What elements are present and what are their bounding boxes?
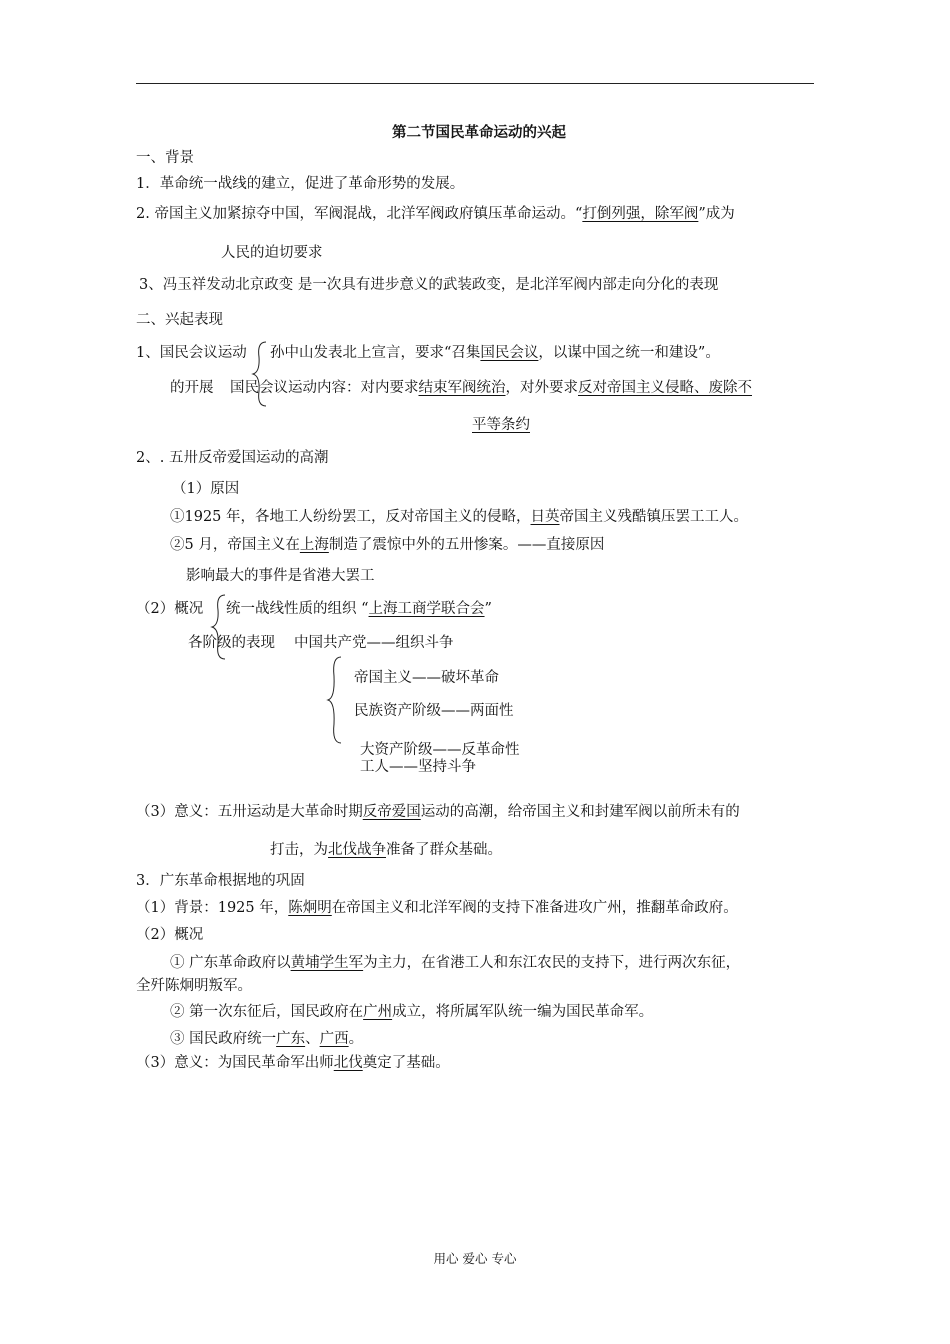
text-segment: ② 第一次东征后，国民政府在 (170, 1004, 364, 1020)
underlined-term: 黄埔学生军 (290, 955, 364, 971)
brace-icon (327, 656, 343, 744)
guangdong-overview-3 (170, 1029, 363, 1049)
text-segment: （3）意义：为国民革命军出师 (136, 1055, 334, 1071)
text-segment: （1）背景：1925 年， (136, 900, 289, 916)
national-assembly-line-1 (270, 343, 720, 363)
guangdong-overview-1-continued: 全歼陈炯明叛军。 (136, 978, 252, 994)
header-rule (136, 83, 814, 84)
underlined-term: 反对帝国主义侵略、废除不 (578, 380, 752, 396)
background-item-2 (136, 204, 735, 224)
may30-significance (136, 802, 740, 822)
impact-note: 影响最大的事件是省港大罢工 (186, 568, 375, 584)
national-assembly-line-2 (230, 378, 752, 398)
section-heading-background: 一、背景 (136, 150, 194, 166)
text-segment: ①1925 年，各地工人纷纷罢工，反对帝国主义的侵略， (170, 509, 531, 525)
underlined-term: 北伐战争 (328, 842, 386, 858)
underlined-term: 广东 (276, 1031, 306, 1047)
guangdong-heading: 3．广东革命根据地的巩固 (136, 873, 305, 889)
underlined-term: 结束军阀统治 (418, 380, 506, 396)
section-heading-rise: 二、兴起表现 (136, 312, 223, 328)
underlined-term: 日英 (530, 509, 560, 525)
national-assembly-line-3: 平等条约 (472, 417, 530, 433)
text-segment: 运动的高潮，给帝国主义和封建军阀以前所未有的 (420, 804, 740, 820)
guangdong-significance (136, 1053, 450, 1073)
underlined-term: 上海工商学联合会 (368, 601, 485, 617)
text-segment: 在帝国主义和北洋军阀的支持下准备进攻广州，推翻革命政府。 (331, 900, 738, 916)
text-segment: ③ 国民政府统一 (170, 1031, 277, 1047)
text-segment: 为主力，在省港工人和东江农民的支持下，进行两次东征， (363, 955, 741, 971)
text-segment: 国民会议运动内容：对内要求 (230, 380, 419, 396)
text-segment: 打击，为 (270, 842, 328, 858)
guangdong-background (136, 898, 738, 918)
background-item-2-continued: 人民的迫切要求 (221, 245, 323, 261)
text-segment: 统一战线性质的组织 “ (226, 601, 369, 617)
background-item-3: 3、冯玉祥发动北京政变 是一次具有进步意义的武装政变，是北洋军阀内部走向分化的表现 (139, 277, 719, 293)
cause-item-1 (170, 507, 748, 527)
text-segment: 奠定了基础。 (362, 1055, 450, 1071)
text-segment: ，以谋中国之统一和建设”。 (538, 345, 720, 361)
class-imperialism: 帝国主义——破坏革命 (354, 670, 499, 686)
text-segment: ，对外要求 (505, 380, 578, 396)
text-segment: 准备了群众基础。 (386, 842, 502, 858)
class-communist-party: 中国共产党——组织斗争 (294, 635, 454, 651)
text-segment: （3）意义：五卅运动是大革命时期 (136, 804, 363, 820)
underlined-term: 反帝爱国 (362, 804, 421, 820)
class-big-bourgeoisie: 大资产阶级——反革命性 (360, 742, 520, 758)
underlined-term: 陈炯明 (288, 900, 332, 916)
underlined-term: 国民会议 (480, 345, 539, 361)
cause-item-2 (170, 535, 604, 555)
text-segment: 、 (305, 1031, 320, 1047)
guangdong-overview-2 (170, 1002, 653, 1022)
text-segment: ” (484, 601, 492, 617)
may30-significance-continued (270, 840, 502, 860)
national-assembly-label-a: 1、国民会议运动 (136, 345, 247, 361)
text-segment: 。 (348, 1031, 364, 1047)
text-segment: 帝国主义残酷镇压罢工工人。 (559, 509, 749, 525)
class-workers: 工人——坚持斗争 (360, 759, 476, 775)
underlined-term: 北伐 (333, 1055, 363, 1071)
underlined-term: 上海 (299, 537, 329, 553)
underlined-term: 广州 (363, 1004, 393, 1020)
text-segment: 成立，将所属军队统一编为国民革命军。 (392, 1004, 654, 1020)
overview-organization (226, 599, 492, 619)
overview-label: （2）概况 (136, 601, 204, 617)
text-segment: ②5 月，帝国主义在 (170, 537, 300, 553)
classes-label: 各阶级的表现 (188, 635, 275, 651)
text-segment: ”成为 (698, 206, 735, 222)
underlined-term: 广西 (319, 1031, 349, 1047)
page-title: 第二节国民革命运动的兴起 (392, 124, 566, 141)
text-segment: 2. 帝国主义加紧掠夺中国，军阀混战，北洋军阀政府镇压革命运动。“ (136, 206, 583, 222)
class-national-bourgeoisie: 民族资产阶级——两面性 (354, 703, 514, 719)
text-segment: ① 广东革命政府以 (170, 955, 291, 971)
page-footer: 用心 爱心 专心 (433, 1251, 517, 1266)
guangdong-overview-heading: （2）概况 (136, 927, 204, 943)
cause-heading: （1）原因 (172, 481, 240, 497)
text-segment: 制造了震惊中外的五卅惨案。——直接原因 (328, 537, 605, 553)
may30-heading: 2、. 五卅反帝爱国运动的高潮 (136, 450, 329, 466)
underlined-term: 打倒列强，除军阀 (582, 206, 699, 222)
text-segment: 孙中山发表北上宣言，要求“召集 (270, 345, 481, 361)
background-item-1: 1．革命统一战线的建立，促进了革命形势的发展。 (136, 176, 465, 192)
guangdong-overview-1 (170, 953, 740, 973)
national-assembly-label-b: 的开展 (170, 380, 214, 396)
